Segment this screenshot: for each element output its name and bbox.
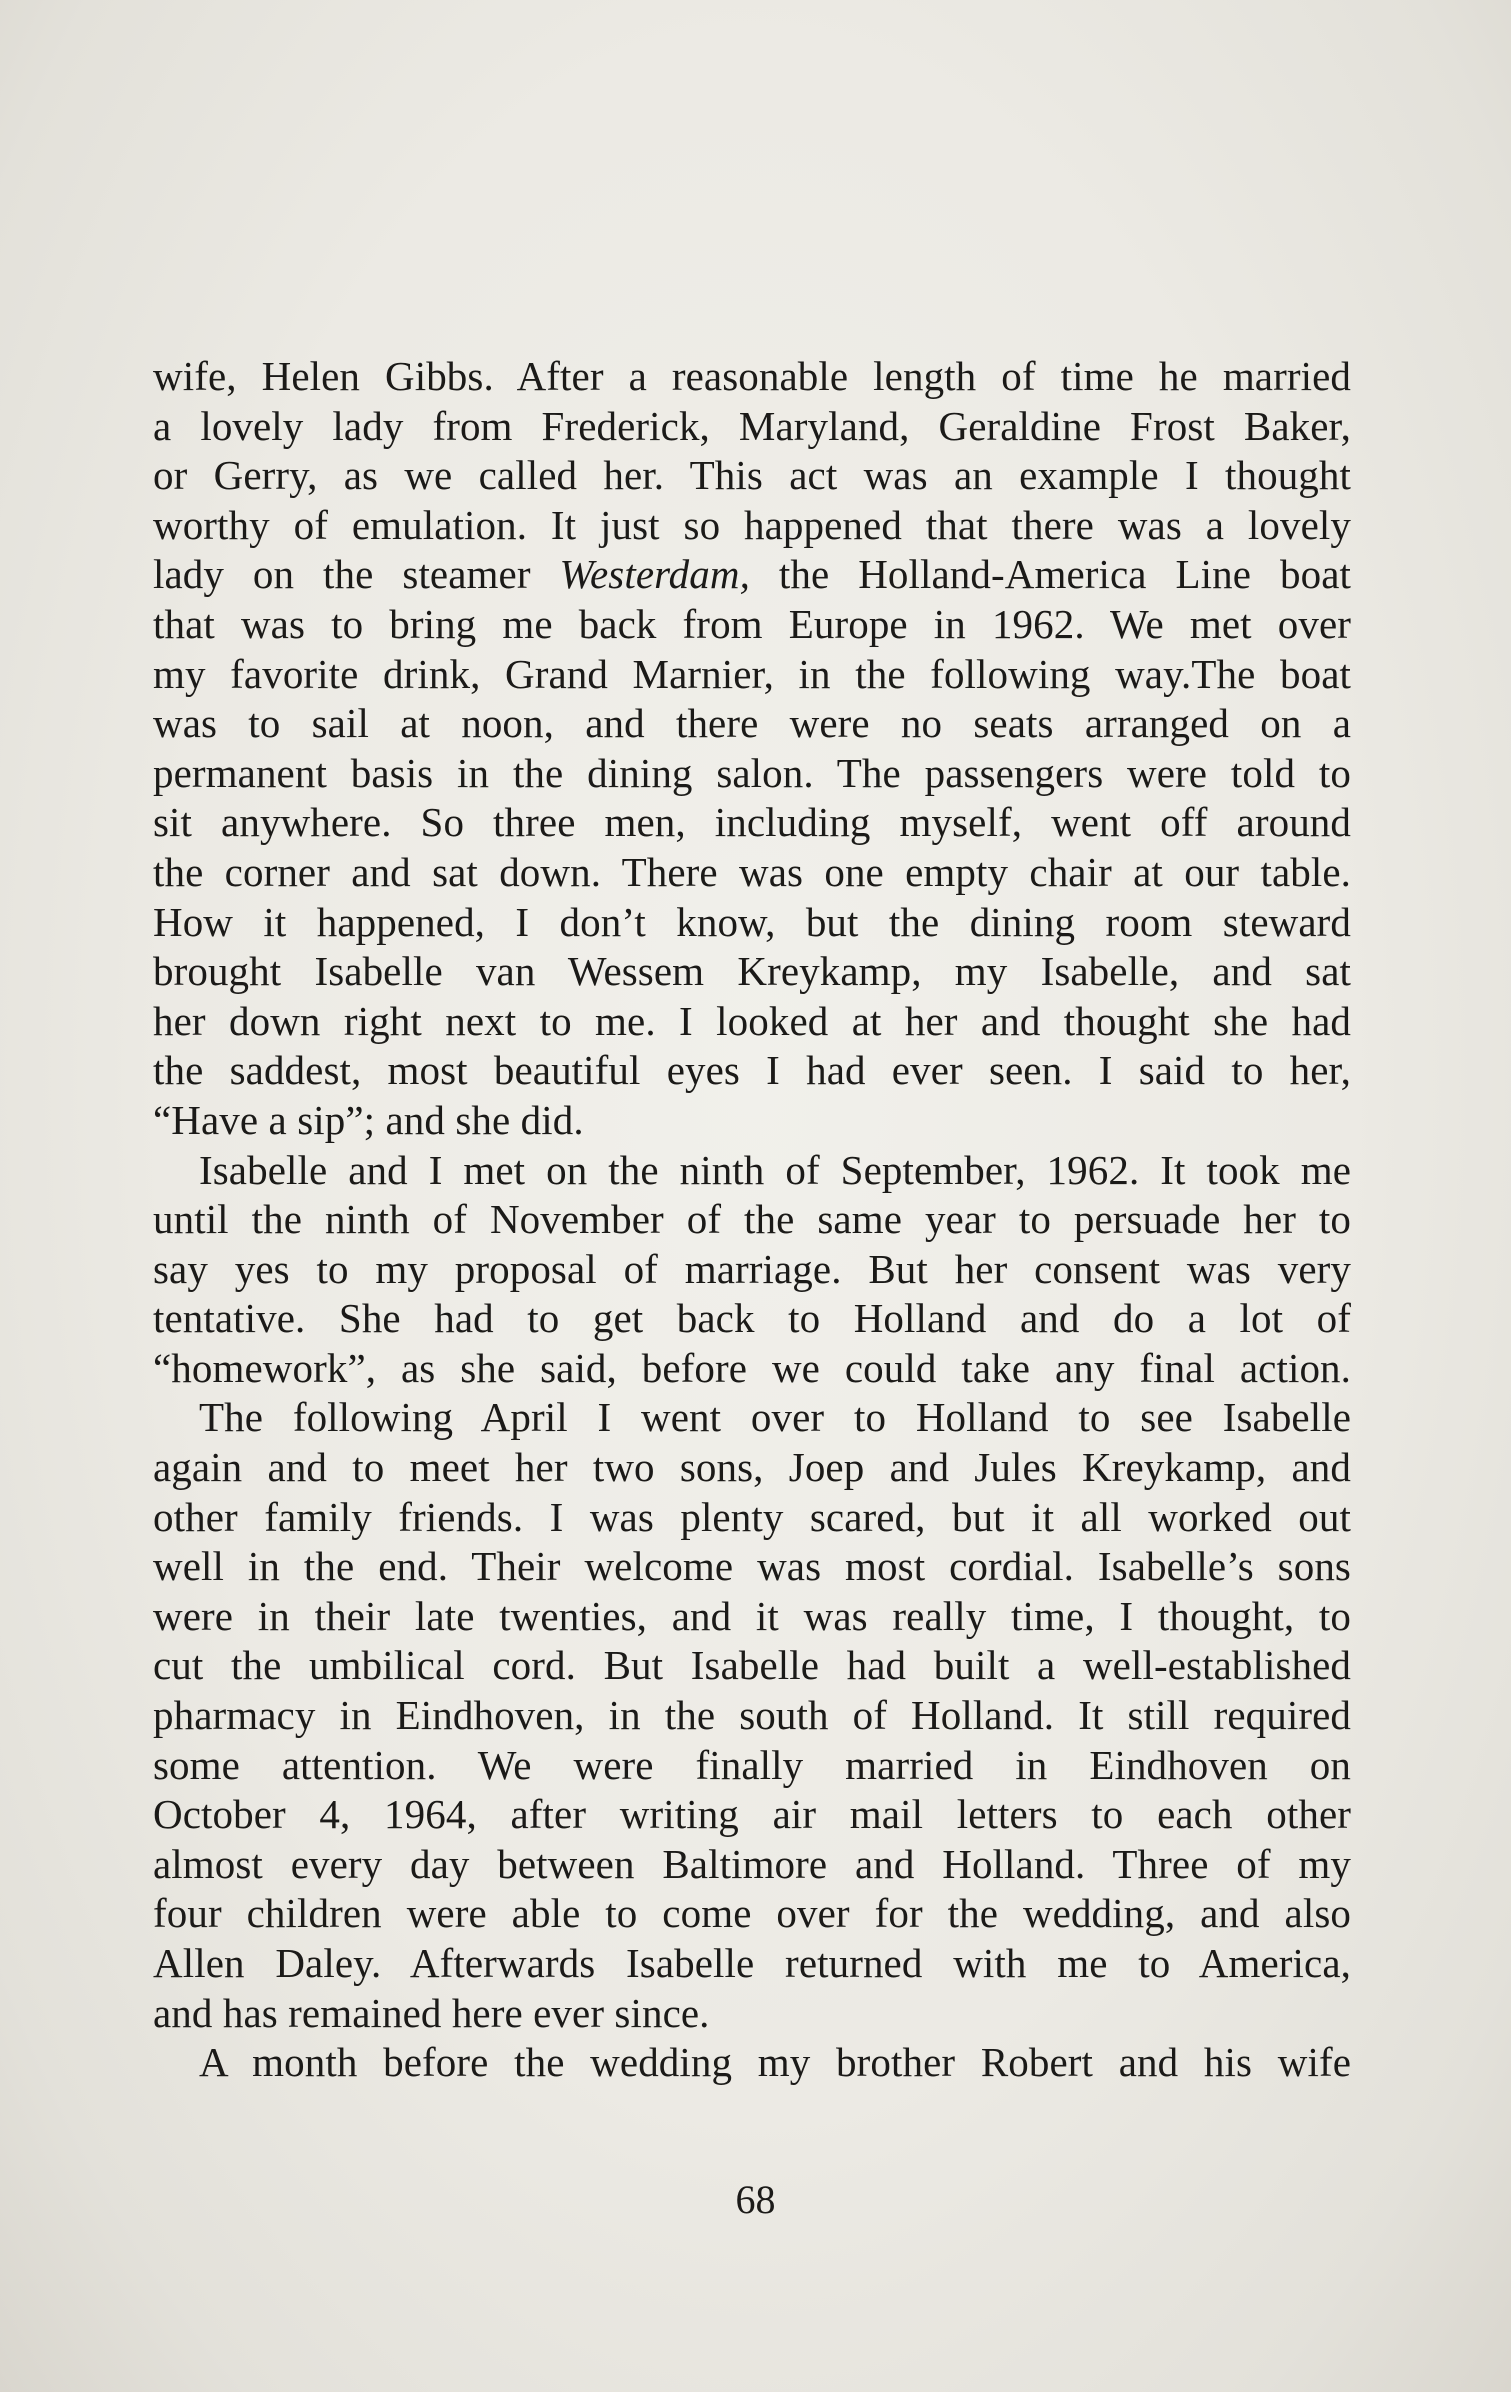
text-line: until the ninth of November of the same year to persuade her to: [153, 1196, 1351, 1243]
text-line: some attention. We were finally married in Eindhoven on: [153, 1741, 1351, 1788]
text-line: were in their late twenties, and it was really time, I thought, to: [153, 1592, 1351, 1639]
text-line: How it happened, I don’t know, but the dining room steward: [153, 898, 1351, 945]
text-line: worthy of emulation. It just so happened that there was a lovely: [153, 501, 1351, 548]
text-line: “Have a sip”; and she did.: [153, 1096, 584, 1143]
text-line: a lovely lady from Frederick, Maryland, Geraldine Frost Baker,: [153, 402, 1351, 449]
text-line: pharmacy in Eindhoven, in the south of Holland. It still required: [153, 1692, 1351, 1739]
text-segment: lady on the steamer: [153, 551, 560, 598]
text-line: October 4, 1964, after writing air mail letters to each other: [153, 1791, 1351, 1838]
text-line: wife, Helen Gibbs. After a reasonable length of time he married: [153, 353, 1351, 399]
text-line: four children were able to come over for the wedding, and also: [153, 1890, 1351, 1937]
text-line: the saddest, most beautiful eyes I had ever seen. I said to her,: [153, 1047, 1351, 1094]
page-number: 68: [735, 2177, 776, 2222]
text-line: well in the end. Their welcome was most cordial. Isabelle’s sons: [153, 1543, 1351, 1590]
text-line: The following April I went over to Holland to see Isabelle: [199, 1394, 1351, 1441]
text-line: again and to meet her two sons, Joep and Jules Kreykamp, and: [153, 1444, 1351, 1491]
text-line: say yes to my proposal of marriage. But her consent was very: [153, 1245, 1351, 1292]
ship-name: Westerdam,: [559, 551, 750, 598]
text-line: that was to bring me back from Europe in 1962. We met over: [153, 600, 1351, 647]
text-line: and has remained here ever since.: [153, 1989, 710, 2036]
body-text: [153, 352, 1351, 2088]
text-line: other family friends. I was plenty scared, but it all worked out: [153, 1493, 1351, 1540]
text-line: A month before the wedding my brother Robert and his wife: [199, 2039, 1351, 2086]
text-line: sit anywhere. So three men, including myself, went off around: [153, 799, 1351, 846]
text-line: Isabelle and I met on the ninth of September, 1962. It took me: [199, 1146, 1351, 1193]
text-line: almost every day between Baltimore and Holland. Three of my: [153, 1840, 1351, 1887]
text-line: Allen Daley. Afterwards Isabelle returned with me to America,: [153, 1940, 1351, 1986]
text-line: was to sail at noon, and there were no seats arranged on a: [153, 700, 1351, 747]
text-line: or Gerry, as we called her. This act was an example I thought: [153, 452, 1351, 499]
text-line: cut the umbilical cord. But Isabelle had built a well-established: [153, 1642, 1351, 1689]
text-line: “homework”, as she said, before we could take any final action.: [153, 1344, 1351, 1391]
text-line: tentative. She had to get back to Holland and do a lot of: [153, 1295, 1351, 1342]
text-line-with-ship-name: [153, 550, 1351, 600]
text-line: my favorite drink, Grand Marnier, in the following way.The boat: [153, 650, 1351, 697]
text-line: brought Isabelle van Wessem Kreykamp, my Isabelle, and sat: [153, 948, 1351, 995]
text-segment: the Holland-America Line boat: [749, 551, 1351, 598]
text-line: the corner and sat down. There was one empty chair at our table.: [153, 848, 1351, 895]
text-line: her down right next to me. I looked at her and thought she had: [153, 997, 1351, 1044]
text-line: permanent basis in the dining salon. The passengers were told to: [153, 749, 1351, 796]
